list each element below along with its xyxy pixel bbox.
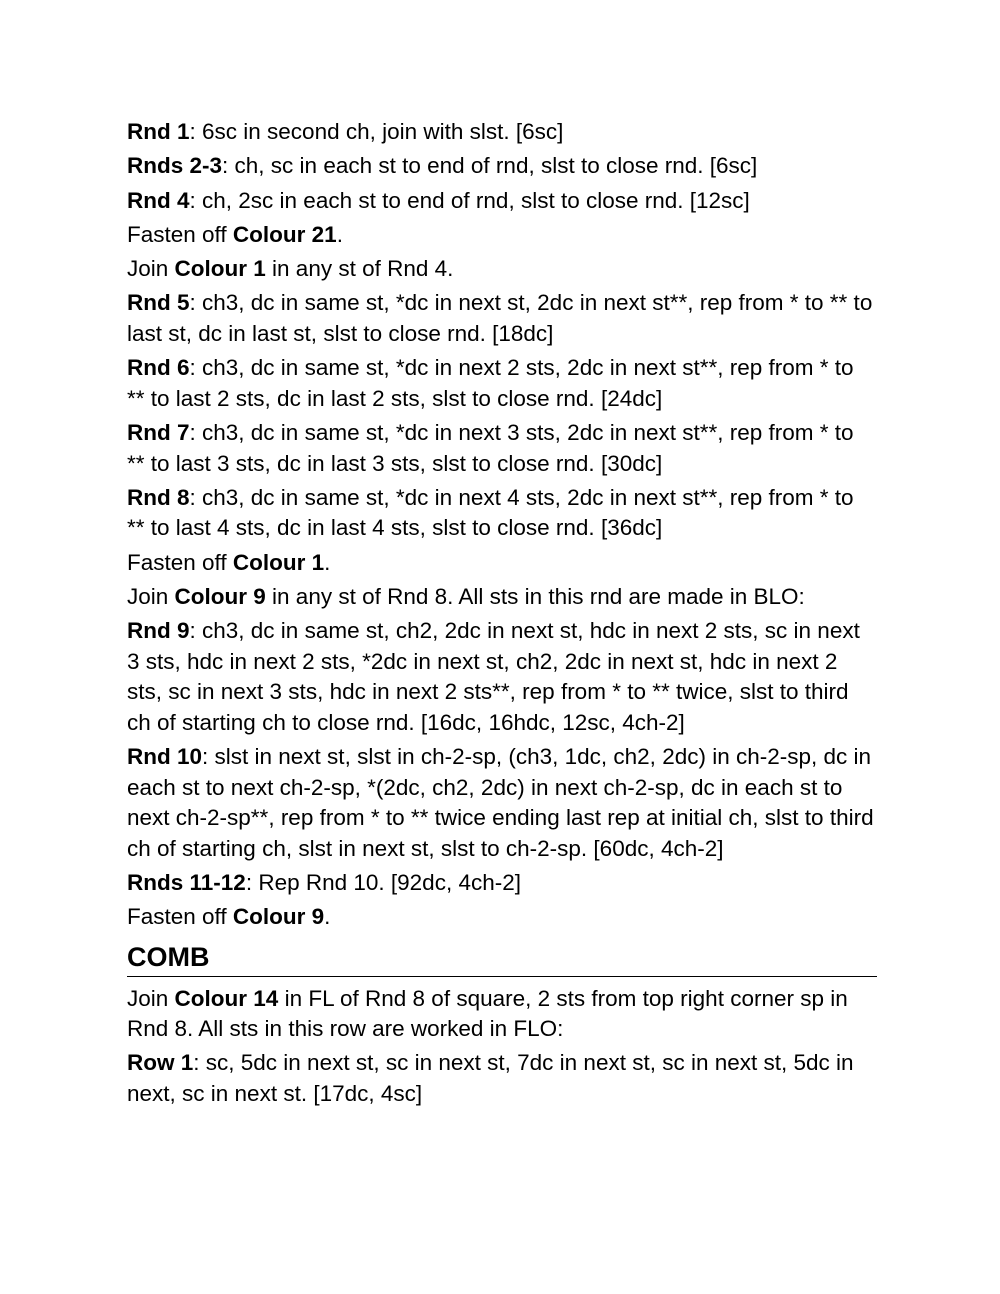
instruction-paragraph <box>127 483 877 544</box>
instruction-text: : ch3, dc in same st, *dc in next 2 sts, 2dc in next st**, rep from * to ** to last 2 sts, dc in last 2 sts, slst to close rnd. [24dc] <box>127 355 854 411</box>
instruction-text: . <box>336 221 343 247</box>
instruction-text: Join <box>127 583 175 609</box>
bold-term: Rnd 5 <box>127 290 190 316</box>
instruction-paragraph <box>127 220 877 251</box>
instruction-paragraph <box>127 151 877 182</box>
instruction-paragraph <box>127 582 877 613</box>
bold-term: Rnd 9 <box>127 618 190 644</box>
instruction-text: : ch, sc in each st to end of rnd, slst to close rnd. [6sc] <box>222 153 758 179</box>
bold-term: Colour 9 <box>174 583 266 609</box>
bold-term: Rnds 2-3 <box>127 153 223 179</box>
instruction-paragraph <box>127 117 877 148</box>
instruction-text: : slst in next st, slst in ch-2-sp, (ch3, 1dc, ch2, 2dc) in ch-2-sp, dc in each st to next ch-2-sp, *(2dc, ch2, 2dc) in next ch-2-sp, dc in each st to next ch-2-sp**, rep from * to ** twice ending last rep at initial ch, slst to third ch of starting ch, slst in next st, slst to ch-2-sp. [60dc, 4ch-2] <box>127 744 874 861</box>
instruction-text: Join <box>127 985 175 1011</box>
bold-term: Rnds 11-12 <box>127 869 246 895</box>
bold-term: Rnd 6 <box>127 355 190 381</box>
instruction-text: Fasten off <box>127 549 233 575</box>
bold-term: Colour 1 <box>232 549 325 575</box>
bold-term: Colour 1 <box>174 256 266 282</box>
instruction-text: : ch, 2sc in each st to end of rnd, slst to close rnd. [12sc] <box>189 187 750 213</box>
instruction-paragraph <box>127 418 877 479</box>
instruction-paragraph <box>127 742 877 864</box>
instruction-text: Fasten off <box>127 904 233 930</box>
instructions-section <box>127 117 877 933</box>
bold-term: Rnd 7 <box>127 420 190 446</box>
comb-instructions-section <box>127 984 877 1110</box>
instruction-text: Fasten off <box>127 221 233 247</box>
bold-term: Colour 21 <box>232 221 337 247</box>
section-heading-comb: COMB <box>127 939 877 977</box>
instruction-paragraph <box>127 616 877 738</box>
bold-term: Rnd 4 <box>127 187 190 213</box>
instruction-paragraph <box>127 186 877 217</box>
instruction-text: : ch3, dc in same st, ch2, 2dc in next st, hdc in next 2 sts, sc in next 3 sts, hdc in next 2 sts, *2dc in next st, ch2, 2dc in next st, hdc in next 2 sts, sc in next 3 sts, hdc in next 2 sts**, rep from * to ** twice, slst to third ch of starting ch to close rnd. [16dc, 16hdc, 12sc, 4ch-2] <box>127 618 860 735</box>
instruction-text: in any st of Rnd 8. All sts in this rnd are made in BLO: <box>265 583 805 609</box>
instruction-paragraph <box>127 353 877 414</box>
instruction-paragraph <box>127 1048 877 1109</box>
instruction-text: in FL of Rnd 8 of square, 2 sts from top right corner sp in Rnd 8. All sts in this row are worked in FLO: <box>127 985 848 1042</box>
bold-term: Colour 9 <box>232 904 325 930</box>
instruction-paragraph <box>127 288 877 349</box>
instruction-paragraph <box>127 254 877 285</box>
instruction-text: : ch3, dc in same st, *dc in next 3 sts, 2dc in next st**, rep from * to ** to last 3 sts, dc in last 3 sts, slst to close rnd. [30dc] <box>127 420 854 476</box>
bold-term: Rnd 10 <box>127 744 203 770</box>
bold-term: Row 1 <box>127 1050 194 1076</box>
instruction-paragraph <box>127 868 877 899</box>
instruction-text: : ch3, dc in same st, *dc in next 4 sts, 2dc in next st**, rep from * to ** to last 4 sts, dc in last 4 sts, slst to close rnd. [36dc] <box>127 484 854 541</box>
instruction-text: : sc, 5dc in next st, sc in next st, 7dc in next st, sc in next st, 5dc in next, sc in next st. [17dc, 4sc] <box>127 1050 854 1106</box>
instruction-text: Join <box>127 256 175 282</box>
instruction-paragraph <box>127 548 877 579</box>
instruction-text: : 6sc in second ch, join with slst. [6sc] <box>189 119 564 144</box>
instruction-text: in any st of Rnd 4. <box>265 256 454 282</box>
instruction-paragraph <box>127 984 877 1045</box>
document-page <box>127 117 877 1113</box>
instruction-paragraph <box>127 902 877 933</box>
instruction-text: : ch3, dc in same st, *dc in next st, 2dc in next st**, rep from * to ** to last st, dc in last st, slst to close rnd. [18dc] <box>127 290 873 346</box>
bold-term: Rnd 1 <box>127 119 190 144</box>
instruction-text: : Rep Rnd 10. [92dc, 4ch-2] <box>245 869 521 895</box>
bold-term: Colour 14 <box>174 985 279 1011</box>
instruction-text: . <box>324 904 331 930</box>
bold-term: Rnd 8 <box>127 484 190 510</box>
instruction-text: . <box>324 549 331 575</box>
